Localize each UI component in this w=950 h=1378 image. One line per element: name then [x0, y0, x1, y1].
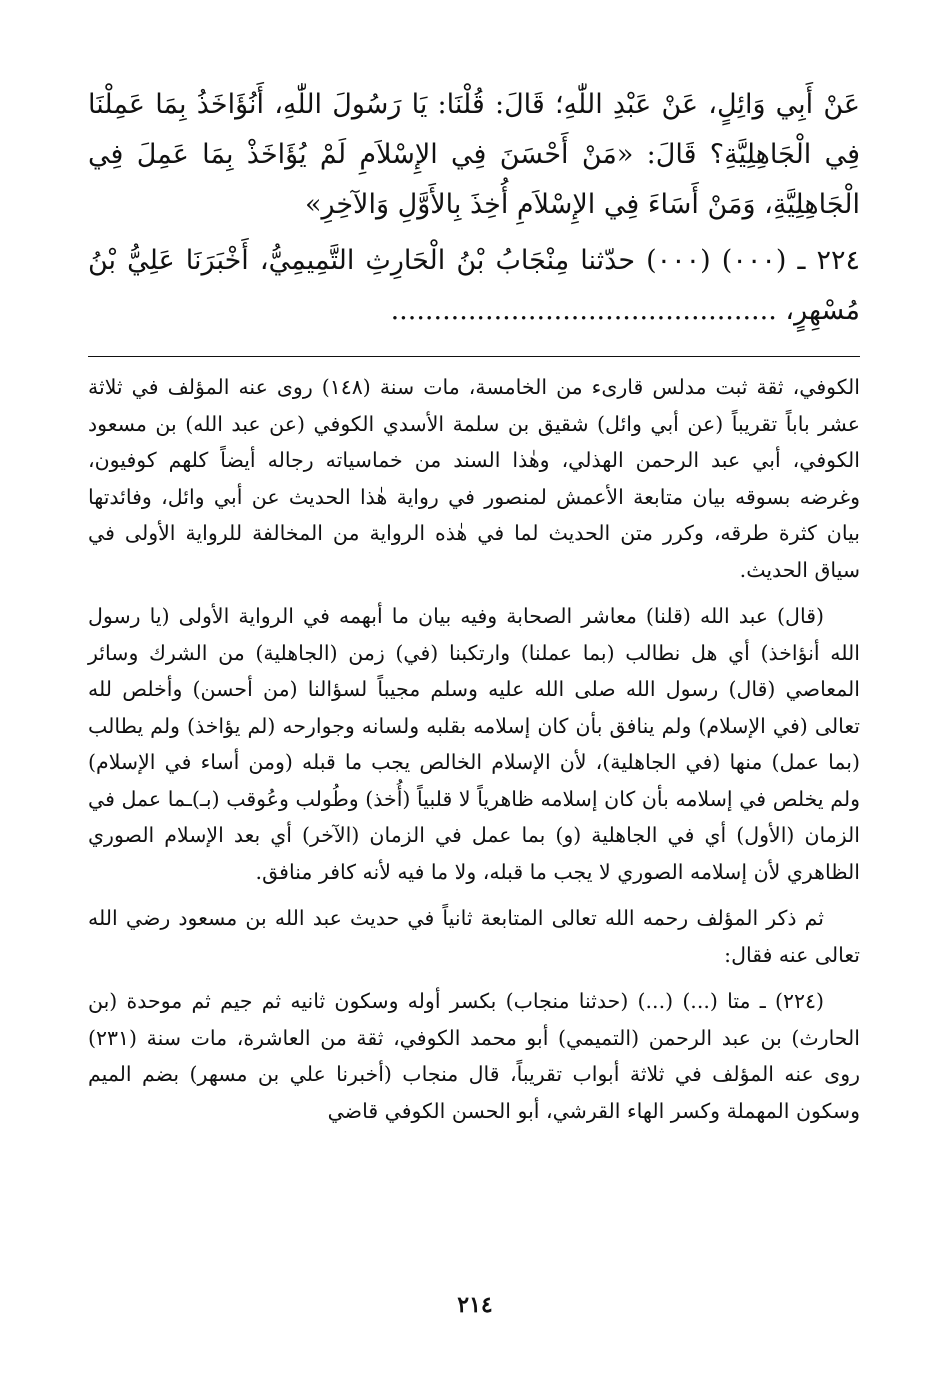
commentary-paragraph: (قال) عبد الله (قلنا) معاشر الصحابة وفيه بيان ما أبهمه في الرواية الأولى (يا رسول الله أنؤاخذ) أي هل نطالب (بما عملنا) وارتكبنا (في) زمن (الجاهلية) من الشرك وسائر المعاصي (قال) رسول الله صلى الله عليه وسلم مجيباً لسؤالنا (من أحسن) وأخلص لله تعالى (في الإسلام) ولم ينافق بأن كان إسلامه بقلبه ولسانه وجوارحه (لم يؤاخذ) ولم يطالب (بما عمل) منها (في الجاهلية)، لأن الإسلام الخالص يجب ما قبله (ومن أساء في الإسلام) ولم يخلص في إسلامه بأن كان إسلامه ظاهرياً لا قلبياً (أُخذ) وطُولب وعُوقب (بـ)ـما عمل في الزمان (الأول) أي في الجاهلية (و) بما عمل في الزمان (الآخر) أي بعد الإسلام الصوري الظاهري لأن إسلامه الصوري لا يجب ما قبله، ولا ما فيه لأنه كافر منافق.	[88, 604, 860, 884]
isnad-text: ٢٢٤ ـ (٠٠٠) (٠٠٠) حدّثنا مِنْجَابُ بْنُ الْحَارِثِ التَّمِيمِيُّ، أَخْبَرَنَا عَلِيُّ بْنُ مُسْهِرٍ،	[88, 245, 860, 326]
page-number: ٢١٤	[457, 1292, 493, 1318]
commentary-paragraph: الكوفي، ثقة ثبت مدلس قارىء من الخامسة، مات سنة (١٤٨) روى عنه المؤلف في ثلاثة عشر باباً تقريباً (عن أبي وائل) شقيق بن سلمة الأسدي الكوفي (عن عبد الله) بن مسعود الكوفي، أبي عبد الرحمن الهذلي، وهٰذا السند من خماسياته رجاله أيضاً كلهم كوفيون، وغرضه بسوقه بيان متابعة الأعمش لمنصور في رواية هٰذا الحديث عن أبي وائل، وفائدتها بيان كثرة طرقه، وكرر متن الحديث لما في هٰذه الرواية من المخالفة للرواية الأولى في سياق الحديث.	[88, 375, 860, 582]
commentary-paragraph: ثم ذكر المؤلف رحمه الله تعالى المتابعة ثانياً في حديث عبد الله بن مسعود رضي الله تعالى عنه فقال:	[88, 906, 860, 967]
hadith-paragraph: عَنْ أَبِي وَائِلٍ، عَنْ عَبْدِ اللّٰهِ؛ قَالَ: قُلْنَا: يَا رَسُولَ اللّٰهِ، أَنُؤَاخَذُ بِمَا عَمِلْنَا فِي الْجَاهِلِيَّةِ؟ قَالَ: «مَنْ أَحْسَنَ فِي الإِسْلاَمِ لَمْ يُؤَاخَذْ بِمَا عَمِلَ فِي الْجَاهِلِيَّةِ، وَمَنْ أَسَاءَ فِي الإِسْلاَمِ أُخِذَ بِالأَوَّلِ وَالآخِرِ»	[88, 89, 860, 220]
page-content	[88, 80, 860, 1139]
commentary-block	[88, 369, 860, 1129]
hadith-paragraph-isnad	[88, 236, 860, 336]
ellipsis-dots: .............................................	[390, 295, 777, 326]
commentary-paragraph: (٢٢٤) ـ متا (...) (...) (حدثنا منجاب) بكسر أوله وسكون ثانيه ثم جيم ثم موحدة (بن الحارث) بن عبد الرحمن (التميمي) أبو محمد الكوفي، ثقة من العاشرة، مات سنة (٢٣١) روى عنه المؤلف في ثلاثة أبواب تقريباً، قال منجاب (أخبرنا علي بن مسهر) بضم الميم وسكون المهملة وكسر الهاء القرشي، أبو الحسن الكوفي قاضي	[88, 989, 860, 1123]
footnote-separator	[88, 356, 860, 357]
hadith-text-block	[88, 80, 860, 336]
